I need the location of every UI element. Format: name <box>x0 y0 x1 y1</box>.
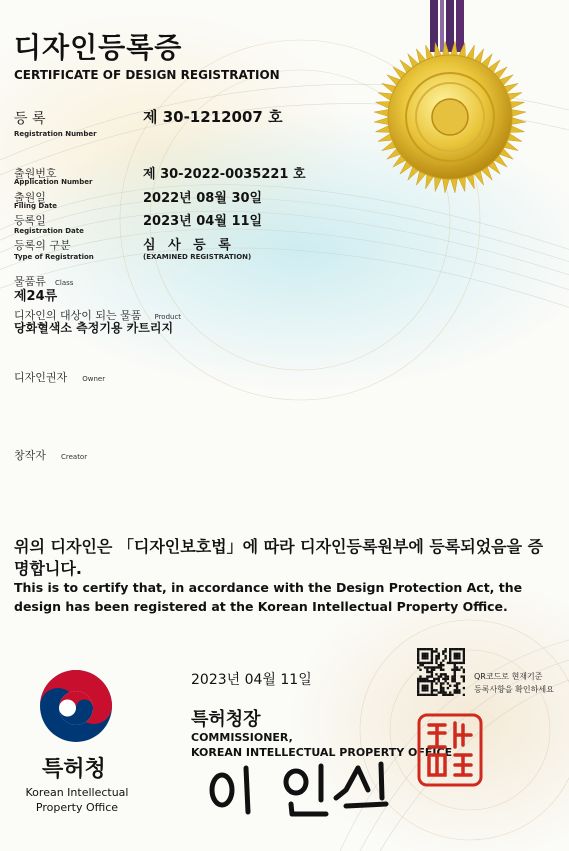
class-value: 제24류 <box>14 289 58 304</box>
qr-note-line1: QR코드로 현재기준 <box>474 672 543 681</box>
creator-label-en: Creator <box>60 453 88 461</box>
product-label: 디자인의 대상이 되는 물품 <box>14 309 142 322</box>
kipo-name: 특허청 <box>42 757 106 782</box>
filing-date-label-en: Filing Date <box>14 202 58 210</box>
certification-text-ko: 위의 디자인은 「디자인보호법」에 따라 디자인등록원부에 등록되었음을 증명합니다. <box>14 537 544 578</box>
certification-text-en: This is to certify that, in accordance with the Design Protection Act, the design has been registered at the Korean Intellectual Property Office. <box>14 580 523 614</box>
commissioner-title-en <box>191 730 452 760</box>
application-number-label: 출원번호 <box>14 167 57 180</box>
application-number-value: 제 30-2022-0035221 호 <box>143 167 306 182</box>
certificate-title-en: CERTIFICATE OF DESIGN REGISTRATION <box>14 68 280 82</box>
owner-label-en: Owner <box>82 375 106 383</box>
registration-date-label-en: Registration Date <box>14 227 84 235</box>
commissioner-line1: COMMISSIONER, <box>191 731 293 744</box>
qr-code-icon[interactable] <box>417 648 465 696</box>
kipo-logo-icon <box>38 668 114 744</box>
registration-type-label-en: Type of Registration <box>14 253 94 261</box>
commissioner-title: 특허청장 <box>191 709 261 730</box>
official-seal-icon <box>417 713 483 787</box>
owner-label: 디자인권자 <box>14 371 68 384</box>
registration-date-value: 2023년 04월 11일 <box>143 214 263 229</box>
class-label-en: Class <box>54 279 74 287</box>
commissioner-line2: KOREAN INTELLECTUAL PROPERTY OFFICE <box>191 746 453 759</box>
class-label: 물품류 <box>14 275 46 288</box>
issue-date: 2023년 04월 11일 <box>191 672 312 688</box>
qr-note <box>474 670 554 696</box>
registration-type-label: 등록의 구분 <box>14 239 71 252</box>
creator-row <box>14 444 87 463</box>
registration-label-en: Registration Number <box>14 130 97 138</box>
owner-row <box>14 366 105 385</box>
registration-type-value: 심 사 등 록 <box>143 238 235 253</box>
filing-date-label: 출원일 <box>14 191 46 204</box>
kipo-name-en: Korean Intellectual Property Office <box>25 786 129 814</box>
product-label-en: Product <box>154 313 182 321</box>
filing-date-value: 2022년 08월 30일 <box>143 191 263 206</box>
certificate-title: 디자인등록증 <box>14 31 183 64</box>
registration-label: 등 록 <box>14 111 46 127</box>
registration-type-value-en: (EXAMINED REGISTRATION) <box>143 253 252 261</box>
gold-seal-icon <box>373 40 527 194</box>
creator-label: 창작자 <box>14 449 46 462</box>
registration-number: 제 30-1212007 호 <box>143 108 283 126</box>
application-number-label-en: Application Number <box>14 178 93 186</box>
product-value: 당화혈색소 측정기용 카트리지 <box>14 321 174 335</box>
qr-note-line2: 등록사항을 확인하세요 <box>474 685 554 694</box>
signature-image <box>196 760 396 820</box>
registration-date-label: 등록일 <box>14 214 46 227</box>
